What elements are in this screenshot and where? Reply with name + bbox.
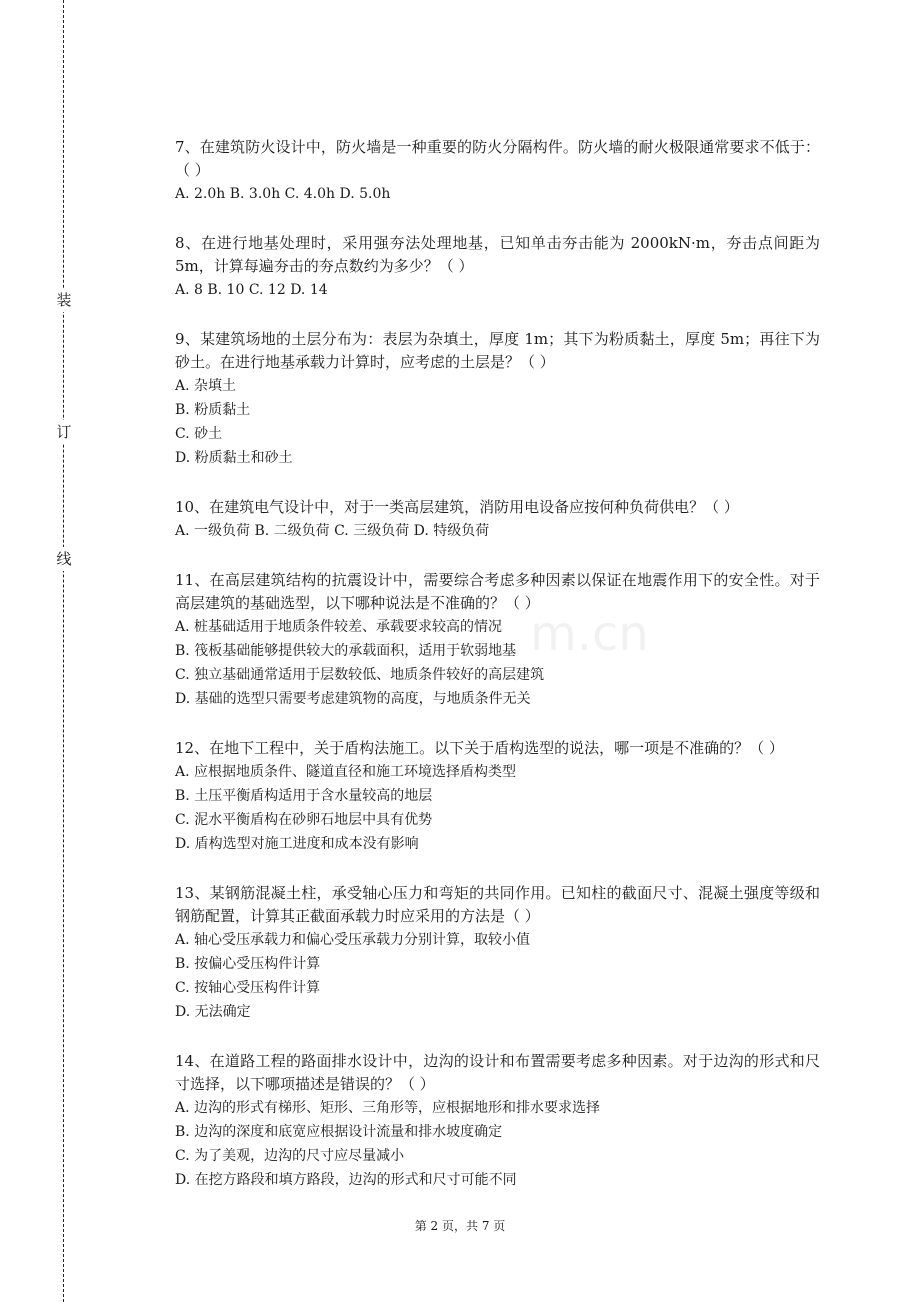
question-block [175, 232, 820, 302]
question-option: A. 杂填土 [175, 378, 237, 394]
question-option: B. 土压平衡盾构适用于含水量较高的地层 [175, 788, 433, 804]
page-footer: 第 2 页，共 7 页 [414, 1219, 506, 1233]
question-list [175, 136, 820, 1218]
question-option: D. 基础的选型只需要考虑建筑物的高度，与地质条件无关 [175, 691, 531, 707]
binding-char-ding: 订 [50, 420, 78, 444]
question-option: C. 按轴心受压构件计算 [175, 980, 321, 996]
question-option: A. 应根据地质条件、隧道直径和施工环境选择盾构类型 [175, 764, 517, 780]
question-stem: 8、在进行地基处理时，采用强夯法处理地基，已知单击夯击能为 2000kN·m，夯击点间距为 5m，计算每遍夯击的夯点数约为多少？（ ） [175, 234, 820, 275]
question-option: A. 一级负荷 B. 二级负荷 C. 三级负荷 D. 特级负荷 [175, 523, 490, 539]
question-block [175, 737, 820, 856]
question-option: C. 为了美观，边沟的尺寸应尽量减小 [175, 1148, 405, 1164]
question-block [175, 1050, 820, 1192]
question-stem: 12、在地下工程中，关于盾构法施工。以下关于盾构选型的说法，哪一项是不准确的？（ ） [175, 739, 784, 757]
binding-char-xian: 线 [50, 547, 78, 571]
question-block [175, 496, 820, 543]
question-stem: 14、在道路工程的路面排水设计中，边沟的设计和布置需要考虑多种因素。对于边沟的形式和尺寸选择，以下哪项描述是错误的？（ ） [175, 1052, 820, 1093]
question-stem: 9、某建筑场地的土层分布为：表层为杂填土，厚度 1m；其下为粉质黏土，厚度 5m；再往下为砂土。在进行地基承载力计算时，应考虑的土层是？（ ） [175, 330, 820, 371]
binding-char-zhuang: 装 [50, 288, 78, 312]
question-option: C. 泥水平衡盾构在砂卵石地层中具有优势 [175, 812, 433, 828]
question-block [175, 136, 820, 206]
question-option: B. 筏板基础能够提供较大的承载面积，适用于软弱地基 [175, 643, 517, 659]
question-option: D. 粉质黏土和砂土 [175, 450, 293, 466]
question-option: A. 8 B. 10 C. 12 D. 14 [175, 282, 328, 298]
question-option: D. 盾构选型对施工进度和成本没有影响 [175, 836, 419, 852]
question-option: D. 无法确定 [175, 1004, 251, 1020]
question-option: A. 轴心受压承载力和偏心受压承载力分别计算，取较小值 [175, 932, 531, 948]
question-option: B. 粉质黏土 [175, 402, 251, 418]
question-option: C. 独立基础通常适用于层数较低、地质条件较好的高层建筑 [175, 667, 545, 683]
question-stem: 11、在高层建筑结构的抗震设计中，需要综合考虑多种因素以保证在地震作用下的安全性。对于高层建筑的基础选型，以下哪种说法是不准确的？（ ） [175, 571, 820, 612]
question-block [175, 569, 820, 711]
question-stem: 10、在建筑电气设计中，对于一类高层建筑，消防用电设备应按何种负荷供电？（ ） [175, 498, 739, 516]
question-stem: 13、某钢筋混凝土柱，承受轴心压力和弯矩的共同作用。已知柱的截面尺寸、混凝土强度等级和钢筋配置，计算其正截面承载力时应采用的方法是（ ） [175, 884, 820, 925]
question-option: D. 在挖方路段和填方路段，边沟的形式和尺寸可能不同 [175, 1172, 517, 1188]
question-stem: 7、在建筑防火设计中，防火墙是一种重要的防火分隔构件。防火墙的耐火极限通常要求不低于：（ ） [175, 138, 820, 179]
question-option: B. 边沟的深度和底宽应根据设计流量和排水坡度确定 [175, 1124, 503, 1140]
question-option: A. 边沟的形式有梯形、矩形、三角形等，应根据地形和排水要求选择 [175, 1100, 601, 1116]
question-option: A. 2.0h B. 3.0h C. 4.0h D. 5.0h [175, 186, 391, 202]
question-option: C. 砂土 [175, 426, 223, 442]
question-option: B. 按偏心受压构件计算 [175, 956, 321, 972]
question-block [175, 328, 820, 470]
question-block [175, 882, 820, 1024]
question-option: A. 桩基础适用于地质条件较差、承载要求较高的情况 [175, 619, 503, 635]
watermark: m.cn [530, 606, 649, 662]
binding-dashed-line [63, 0, 64, 1302]
